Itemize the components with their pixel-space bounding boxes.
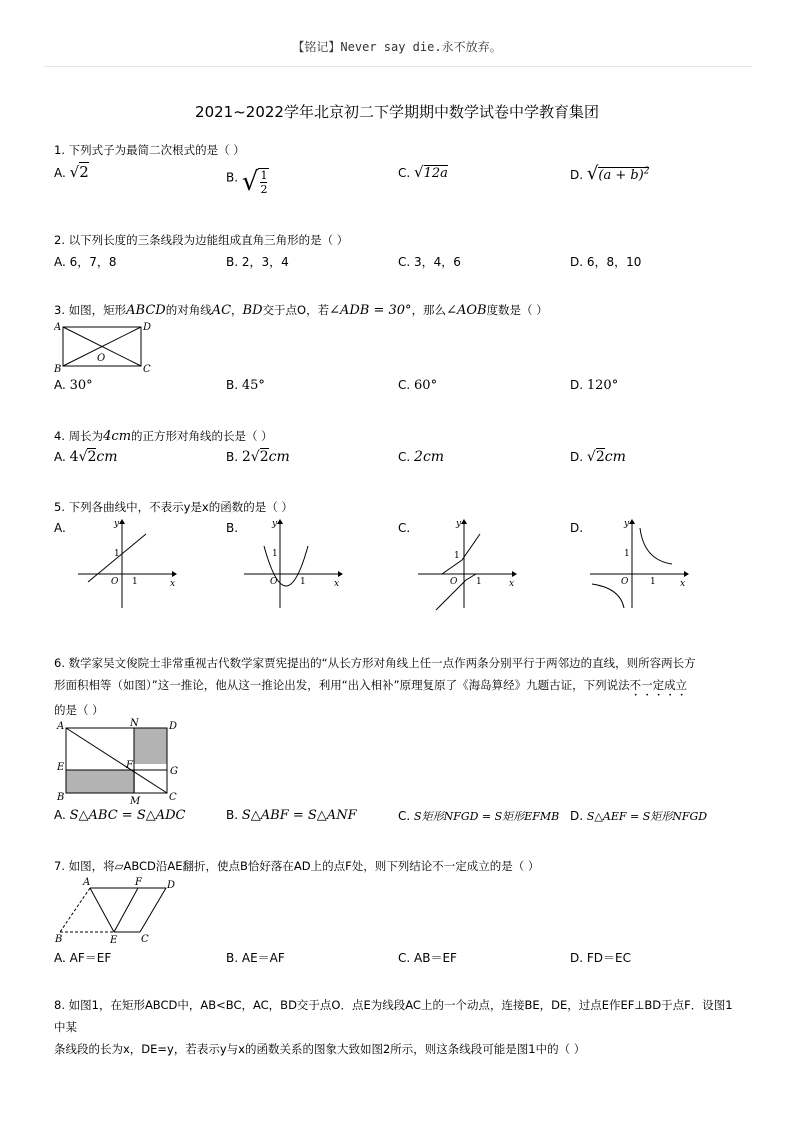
q7-dashed-ab <box>60 888 90 932</box>
q6-stem: 6. 数学家吴文俊院士非常重视古代数学家贾宪提出的“从长方形对角线上任一点作两条分别平行于两邻边的直线，则所容两长方 形面积相等（如图）”这一推论，他从这一推论出发，利用“出入相补”原理复原了《海岛算经》九题古证，下列说法不一定成立 的是（ ） <box>54 656 696 717</box>
q5-graph-b <box>240 516 344 612</box>
q3-label-c: C <box>143 364 151 375</box>
x-arrow <box>512 571 517 577</box>
document-title: 2021~2022学年北京初二下学期期中数学试卷中学教育集团 <box>195 103 599 121</box>
q5-stem: 5. 下列各曲线中，不表示y是x的函数的是（ ） <box>54 500 293 514</box>
q7-stem: 7. 如图，将▱ABCD沿AE翻折，使点B恰好落在AD上的点F处，则下列结论不一定成立的是（ ） <box>54 859 540 873</box>
label-x-one: 1 <box>132 577 138 587</box>
q5-option-c-label: C. <box>398 521 411 535</box>
q1-c-radicand: 12a <box>423 166 448 181</box>
header-divider <box>44 66 752 67</box>
q3-label-a: A <box>54 322 62 333</box>
curve-hyperbola-q1 <box>640 528 672 564</box>
q3-label-d: D <box>143 322 152 333</box>
q3-stem: 3. 如图，矩形ABCD的对角线AC，BD交于点O，若∠ADB = 30°，那么∠AOB度数是（ ） <box>54 303 548 318</box>
x-arrow <box>172 571 177 577</box>
q6-emphasis: 不一定成立 <box>629 678 688 692</box>
label-o: O <box>621 577 629 587</box>
q4-option-c: C. 2cm <box>398 449 445 465</box>
q6-label-n: N <box>130 718 139 729</box>
q7-side-dc <box>140 888 166 932</box>
q2-option-b: B. 2，3，4 <box>226 255 289 269</box>
q6-label-f: F <box>126 760 133 771</box>
q3-rectangle-figure <box>54 318 154 376</box>
q7-label-d: D <box>167 880 176 891</box>
q5-option-d-label: D. <box>570 521 584 535</box>
q6-option-c: C. S矩形NFGD = S矩形EFMB <box>398 809 560 823</box>
curve-upper-branch <box>442 534 480 574</box>
label-y-one: 1 <box>624 549 630 559</box>
q6-label-c: C <box>169 792 177 803</box>
label-y: y <box>114 519 120 529</box>
q7-option-c: C. AB＝EF <box>398 951 457 965</box>
q1-b-denominator: 2 <box>260 183 268 196</box>
q7-option-a: A. AF＝EF <box>54 951 112 965</box>
label-y-one: 1 <box>272 549 278 559</box>
label-y: y <box>272 519 278 529</box>
q2-stem: 2. 以下列长度的三条线段为边能组成直角三角形的是（ ） <box>54 233 349 247</box>
label-x: x <box>334 579 340 589</box>
x-arrow <box>684 571 689 577</box>
q6-label-d: D <box>169 721 178 732</box>
q4-stem: 4. 周长为4cm的正方形对角线的长是（ ） <box>54 429 273 444</box>
q3-label-o: O <box>97 353 106 364</box>
q8-stem: 8. 如图1，在矩形ABCD中，AB<BC，AC，BD交于点O．点E为线段AC上的一个动点，连接BE，DE，过点E作EF⊥BD于点F．设图1中某 条线段的长为x，DE=y，若表示y与x的函数关系的图象大致如图2所示，则这条线段可能是图1中的（ ） <box>54 998 733 1056</box>
q6-shaded-efmb <box>66 770 135 793</box>
q6-label-a: A <box>57 721 65 732</box>
q7-option-b: B. AE＝AF <box>226 951 285 965</box>
q7-label-e: E <box>110 935 118 946</box>
label-x: x <box>170 579 176 589</box>
q7-option-d: D. FD＝EC <box>570 951 631 965</box>
y-arrow <box>629 519 635 524</box>
q1-b-label: B. <box>226 170 239 185</box>
q1-option-a: A. √2 <box>54 163 89 181</box>
label-y: y <box>624 519 630 529</box>
q1-d-radicand: $(a + b)^2$ <box>598 166 650 183</box>
x-arrow <box>338 571 343 577</box>
q5-option-a-label: A. <box>54 521 66 535</box>
q4-option-d: D. √2cm <box>570 449 626 465</box>
q2-option-c: C. 3，4，6 <box>398 255 461 269</box>
y-arrow <box>277 519 283 524</box>
q1-option-d: D. $√(a + b)^2$ <box>570 163 650 184</box>
label-y-one: 1 <box>114 549 120 559</box>
q6-rectangle-figure <box>54 718 184 806</box>
q4-option-b: B. 2√2cm <box>226 449 290 465</box>
q5-graph-c <box>414 516 518 612</box>
q6-option-a: A. S△ABC = S△ADC <box>54 808 186 823</box>
q5-graph-a <box>74 516 178 612</box>
label-y-one: 1 <box>454 551 460 561</box>
q6-label-m: M <box>130 796 141 806</box>
q7-fold-ae <box>90 888 114 932</box>
q7-label-a: A <box>83 877 91 888</box>
q5-graph-d <box>586 516 690 612</box>
label-o: O <box>111 577 119 587</box>
q2-option-d: D. 6，8，10 <box>570 255 642 269</box>
q1-option-c: C. √12a <box>398 163 448 181</box>
header-motto: 【铭记】Never say die.永不放弃。 <box>292 40 502 54</box>
q6-label-e: E <box>57 762 65 773</box>
label-y: y <box>456 519 462 529</box>
q3-option-d: D. 120° <box>570 378 619 393</box>
q7-label-c: C <box>141 934 149 945</box>
q2-option-a: A. 6，7，8 <box>54 255 117 269</box>
q3-option-c: C. 60° <box>398 378 438 393</box>
q6-shaded-nfgd <box>134 728 167 764</box>
label-x: x <box>680 579 686 589</box>
q7-label-f: F <box>135 877 142 888</box>
q1-option-b: B. √ $\frac{1}{2}$ <box>226 167 268 197</box>
label-x-one: 1 <box>650 577 656 587</box>
y-arrow <box>119 519 125 524</box>
q5-option-b-label: B. <box>226 521 239 535</box>
q7-parallelogram-figure <box>54 874 184 946</box>
q1-d-label: D. <box>570 168 584 182</box>
q1-c-label: C. <box>398 166 411 180</box>
q1-a-label: A. <box>54 166 66 180</box>
q3-label-b: B <box>54 364 62 375</box>
q1-b-numerator: 1 <box>260 169 268 182</box>
q7-label-b: B <box>55 934 63 945</box>
label-x-one: 1 <box>300 577 306 587</box>
q7-line-fe <box>114 888 138 932</box>
label-x: x <box>509 579 515 589</box>
q3-option-a: A. 30° <box>54 378 93 393</box>
y-arrow <box>461 519 467 524</box>
q6-option-d: D. S△AEF = S矩形NFGD <box>570 809 708 823</box>
q3-option-b: B. 45° <box>226 378 265 393</box>
q1-stem: 1. 下列式子为最简二次根式的是（ ） <box>54 143 245 157</box>
q6-label-g: G <box>170 766 178 777</box>
label-o: O <box>450 577 458 587</box>
q1-a-radicand: 2 <box>79 163 89 181</box>
q6-label-b: B <box>57 792 65 803</box>
curve-hyperbola-q3 <box>592 584 624 608</box>
label-x-one: 1 <box>476 577 482 587</box>
q4-option-a: A. 4√2cm <box>54 449 118 465</box>
label-o: O <box>270 577 278 587</box>
q6-option-b: B. S△ABF = S△ANF <box>226 808 357 823</box>
